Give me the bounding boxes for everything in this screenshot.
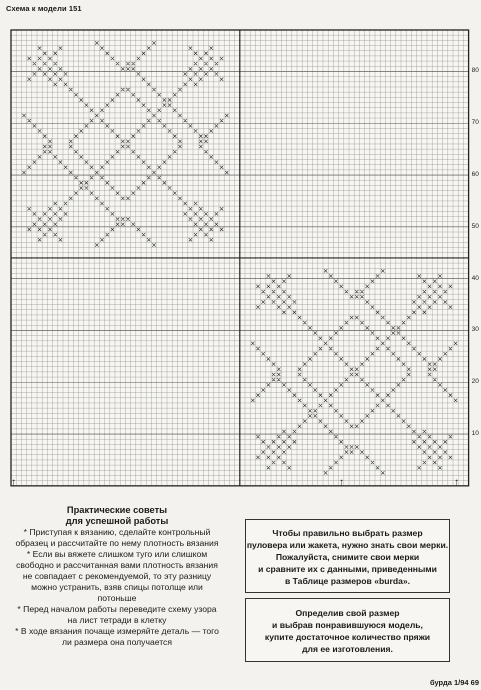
practical-advice: [3, 505, 231, 648]
advice-line: * Приступая к вязанию, сделайте контрольный: [23, 527, 211, 537]
row-label: 20: [471, 378, 479, 386]
row-label: 10: [471, 430, 479, 438]
advice-line: не совпадает с рекомендуемой, то эту разницу: [22, 571, 212, 581]
measurements-line: в Таблице размеров «burda».: [284, 576, 411, 586]
arrow-marker-left: ↑: [11, 477, 16, 488]
arrow-marker-middle: ↑: [339, 477, 344, 488]
yarn-line: и выбрав понравившуюся модель,: [272, 620, 423, 630]
yarn-line: купите достаточное количество пряжи: [264, 632, 431, 642]
measurements-line: Пожалуйста, снимите свои мерки: [275, 552, 420, 562]
advice-heading-1: Практические советы: [66, 505, 168, 515]
advice-line: свободно и рассчитанная вами плотность вязания: [16, 560, 218, 570]
measurements-line: пуловера или жакета, нужно знать свои мерки.: [246, 540, 449, 550]
advice-line: на лист тетради в клетку: [67, 615, 167, 625]
measurements-line: Чтобы правильно выбрать размер: [272, 528, 423, 538]
advice-line: * Если вы вяжете слишком туго или слишком: [26, 549, 208, 559]
row-label: 40: [471, 274, 479, 282]
yarn-line: для ее изготовления.: [302, 644, 393, 654]
arrow-marker-right: ↑: [454, 477, 459, 488]
row-label: 50: [471, 222, 479, 230]
advice-line: ли размера она получается: [61, 637, 173, 647]
yarn-box: [245, 598, 450, 662]
advice-line: * В ходе вязания почаще измеряйте деталь — того: [15, 626, 219, 636]
advice-heading-2: для успешной работы: [65, 516, 169, 526]
advice-line: потоньше: [97, 593, 137, 603]
yarn-line: Определив свой размер: [295, 608, 400, 618]
page-footer: бурда 1/94 69: [429, 678, 479, 687]
advice-line: можно устранить, взяв спицы потолще или: [31, 582, 203, 592]
advice-line: образец и рассчитайте по нему плотность вязания: [15, 538, 219, 548]
measurements-line: и сравните их с данными, приведенными: [258, 564, 437, 574]
row-label: 70: [471, 119, 479, 127]
page-title: Схема к модели 151: [6, 4, 82, 13]
measurements-box: [245, 519, 450, 593]
row-label: 60: [471, 171, 479, 179]
advice-line: * Перед началом работы переведите схему узора: [17, 604, 217, 614]
row-label: 80: [471, 67, 479, 75]
row-label: 30: [471, 326, 479, 334]
